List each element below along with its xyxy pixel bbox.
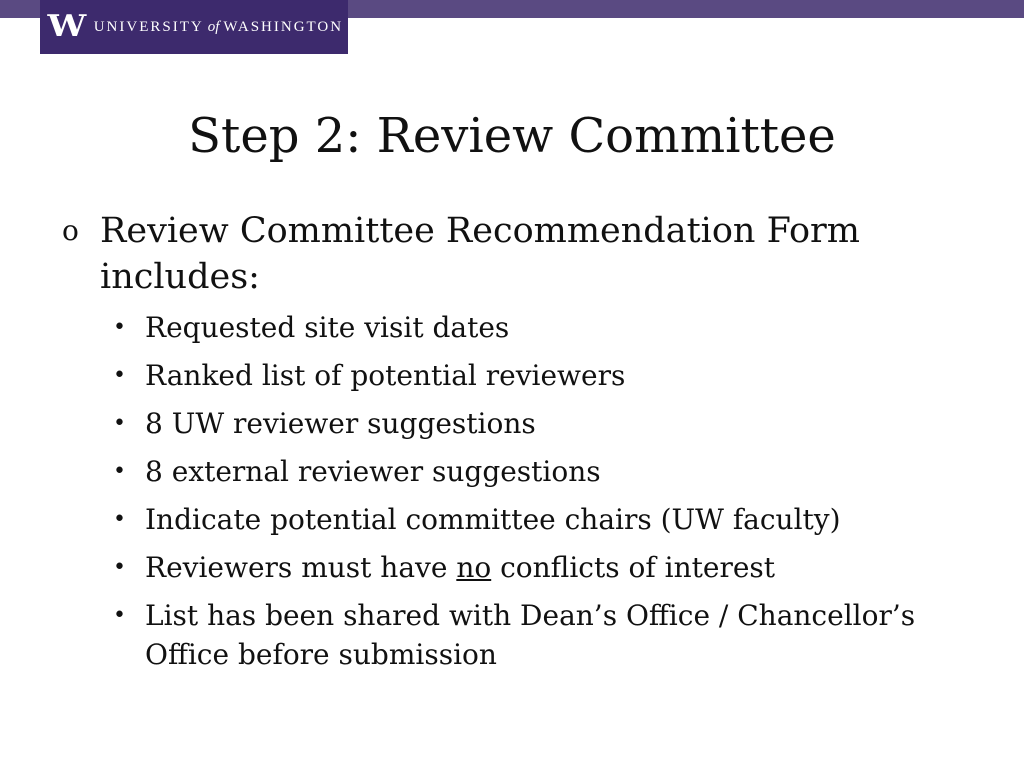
bullet-icon: •: [113, 411, 126, 436]
list-item: [113, 500, 965, 539]
main-bullet-text: Review Committee Recommendation Form includes:: [100, 211, 860, 297]
circle-bullet-icon: o: [62, 214, 79, 247]
bullet-icon: •: [113, 315, 126, 340]
slide-body: [0, 208, 1024, 683]
conflict-text-after: conflicts of interest: [491, 551, 776, 584]
main-bullet: [62, 208, 960, 300]
list-item: [113, 404, 965, 443]
conflict-text-before: Reviewers must have: [145, 551, 457, 584]
bullet-icon: •: [113, 363, 126, 388]
list-item-text: List has been shared with Dean’s Office / Chancellor’s Office before submission: [145, 599, 916, 671]
list-item-text: Ranked list of potential reviewers: [145, 359, 626, 392]
list-item: [113, 308, 965, 347]
logo-suffix: WASHINGTON: [223, 18, 344, 35]
bullet-icon: •: [113, 507, 126, 532]
slide-title: Step 2: Review Committee: [188, 108, 836, 164]
conflict-emphasis: no: [456, 551, 492, 584]
bullet-icon: •: [113, 555, 126, 580]
list-item-conflicts: [113, 548, 965, 587]
uw-logo: [40, 0, 348, 54]
logo-of: of: [207, 18, 220, 35]
logo-wordmark: [94, 19, 343, 36]
list-item-text: Requested site visit dates: [145, 311, 510, 344]
list-item-text: Indicate potential committee chairs (UW faculty): [145, 503, 841, 536]
logo-prefix: UNIVERSITY: [93, 18, 204, 35]
list-item: [113, 356, 965, 395]
bullet-icon: •: [113, 459, 126, 484]
list-item-shared: [113, 596, 965, 674]
list-item-text: 8 external reviewer suggestions: [145, 455, 601, 488]
bullet-icon: •: [113, 603, 126, 628]
sub-bullet-list: [113, 308, 965, 674]
uw-w-logo-icon: W: [47, 9, 87, 44]
list-item: [113, 452, 965, 491]
list-item-text: 8 UW reviewer suggestions: [145, 407, 536, 440]
